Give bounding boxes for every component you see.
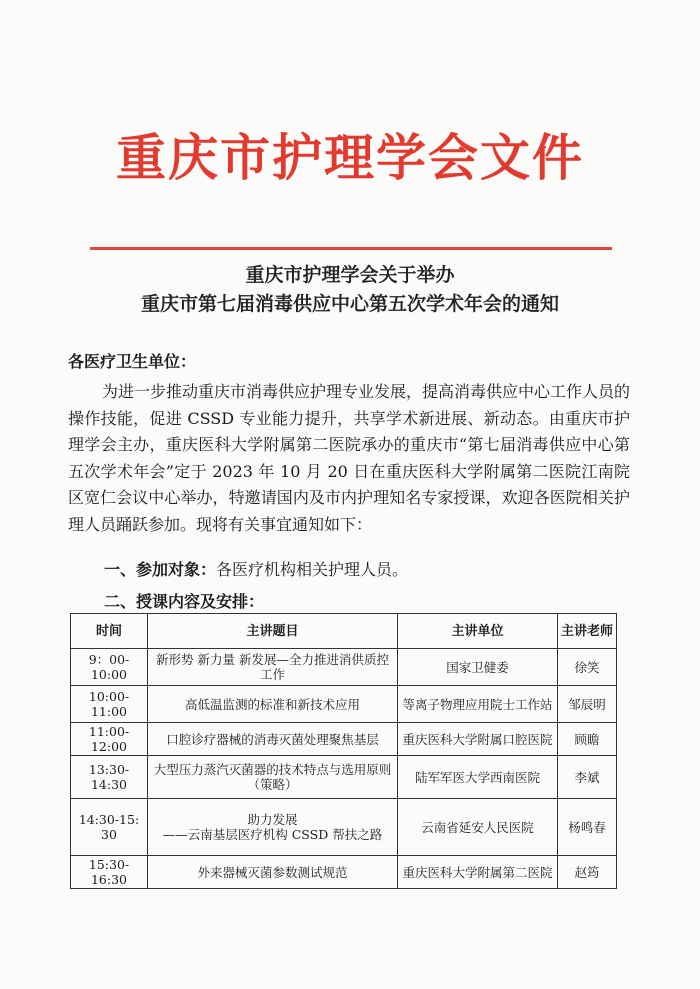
cell-topic — [148, 799, 398, 856]
table-row — [71, 686, 617, 723]
cell-time: 11:00-12:00 — [71, 723, 148, 756]
table-row — [71, 756, 617, 799]
cell-topic: 外来器械灭菌参数测试规范 — [148, 856, 398, 889]
section-1 — [104, 557, 408, 580]
header-unit: 主讲单位 — [398, 614, 558, 649]
cell-topic: 大型压力蒸汽灭菌器的技术特点与选用原则（策略） — [148, 756, 398, 799]
cell-unit: 云南省延安人民医院 — [398, 799, 558, 856]
cell-topic-main: 助力发展 — [247, 812, 298, 827]
table-row — [71, 799, 617, 856]
cell-lecturer: 徐笑 — [558, 649, 617, 686]
cell-time: 10:00-11:00 — [71, 686, 148, 723]
cell-topic: 高低温监测的标准和新技术应用 — [148, 686, 398, 723]
cell-unit: 国家卫健委 — [398, 649, 558, 686]
cell-lecturer: 杨鸣春 — [558, 799, 617, 856]
header-lecturer: 主讲老师 — [558, 614, 617, 649]
cell-time: 9：00-10:00 — [71, 649, 148, 686]
cell-lecturer: 赵筠 — [558, 856, 617, 889]
header-time: 时间 — [71, 614, 148, 649]
section-1-text: 各医疗机构相关护理人员。 — [216, 560, 409, 579]
table-row — [71, 649, 617, 686]
section-1-heading: 一、参加对象： — [104, 560, 217, 579]
cell-lecturer: 顾瞻 — [558, 723, 617, 756]
cell-unit: 重庆医科大学附属第二医院 — [398, 856, 558, 889]
body-paragraph: 为进一步推动重庆市消毒供应护理专业发展，提高消毒供应中心工作人员的操作技能，促进 CSSD 专业能力提升，共享学术新进展、新动态。由重庆市护理学会主办，重庆医科大学附属第二医院承办的重庆市“第七届消毒供应中心第五次学术年会”定于 2023 年 10 月 20 日在重庆医科大学附属第二医院江南院区宽仁会议中心举办，特邀请国内及市内护理知名专家授课，欢迎各医院相关护理人员踊跃参加。现将有关事宜通知如下： — [68, 382, 631, 534]
cell-lecturer: 李斌 — [558, 756, 617, 799]
cell-time: 14:30-15: 30 — [71, 799, 148, 856]
cell-unit: 陆军军医大学西南医院 — [398, 756, 558, 799]
red-divider-line — [90, 247, 612, 250]
cell-topic: 口腔诊疗器械的消毒灭菌处理聚焦基层 — [148, 723, 398, 756]
table-header-row — [71, 614, 617, 649]
cell-time: 15:30-16:30 — [71, 856, 148, 889]
section-2-heading: 二、授课内容及安排： — [104, 592, 265, 611]
cell-topic-subtitle: ——云南基层医疗机构 CSSD 帮扶之路 — [162, 827, 383, 842]
cell-time: 13:30-14:30 — [71, 756, 148, 799]
notice-title-line-2: 重庆市第七届消毒供应中心第五次学术年会的通知 — [140, 293, 559, 315]
salutation: 各医疗卫生单位： — [68, 352, 197, 371]
schedule-table — [70, 613, 617, 889]
cell-unit: 等离子物理应用院士工作站 — [398, 686, 558, 723]
cell-unit: 重庆医科大学附属口腔医院 — [398, 723, 558, 756]
table-row — [71, 856, 617, 889]
cell-lecturer: 邹辰明 — [558, 686, 617, 723]
header-topic: 主讲题目 — [148, 614, 398, 649]
cell-topic: 新形势 新力量 新发展—全力推进消供质控工作 — [148, 649, 398, 686]
notice-title-line-1: 重庆市护理学会关于举办 — [245, 264, 455, 286]
document-header-title: 重庆市护理学会文件 — [116, 129, 584, 187]
table-row — [71, 723, 617, 756]
